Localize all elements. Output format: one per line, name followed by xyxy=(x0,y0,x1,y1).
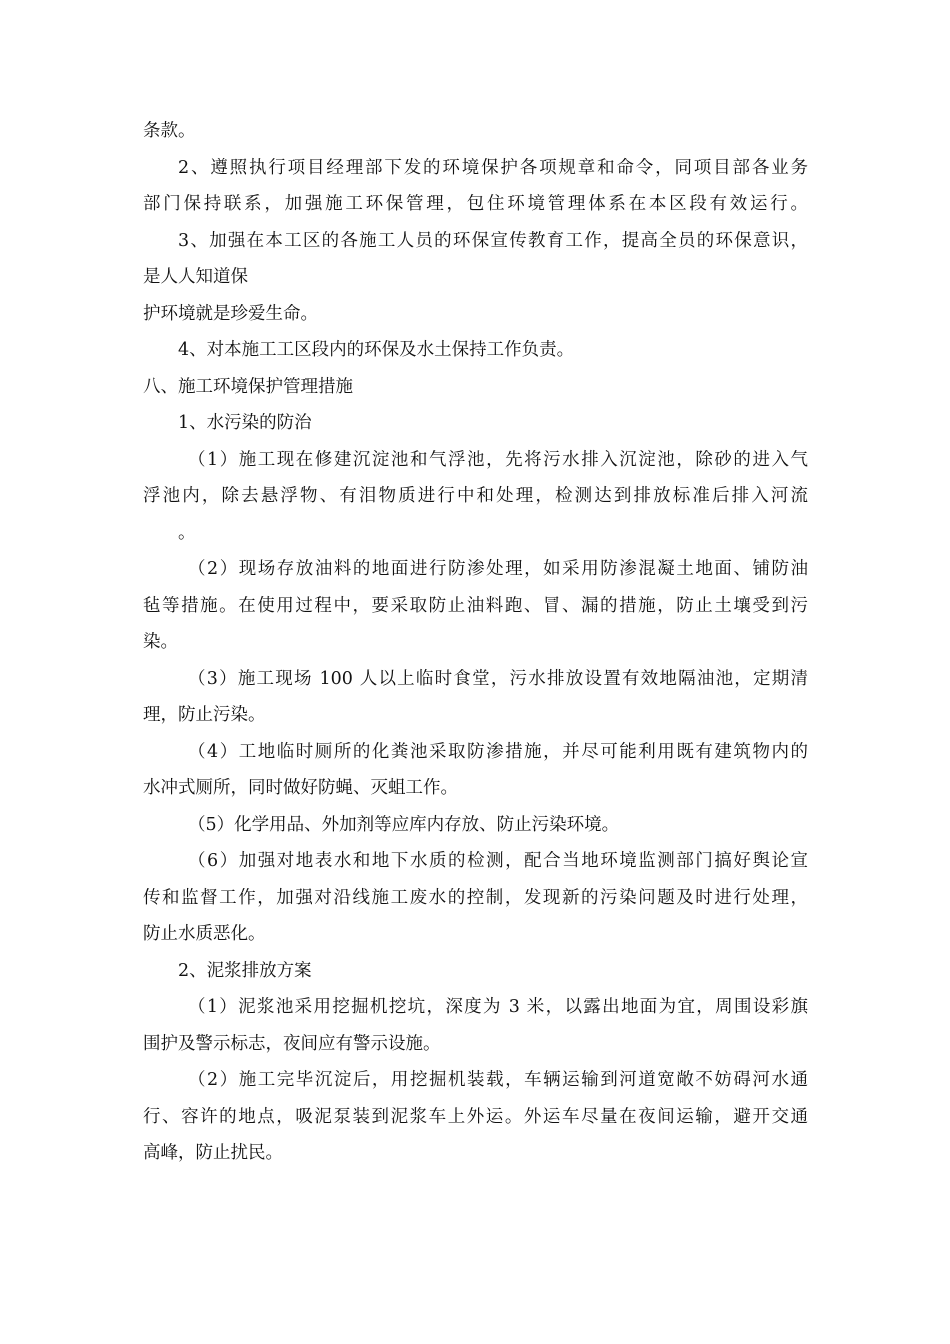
text-line: 4、对本施工工区段内的环保及水土保持工作负责。 xyxy=(178,340,575,360)
text-line: 传和监督工作，加强对沿线施工废水的控制，发现新的污染问题及时进行处理， xyxy=(143,887,808,908)
subsection-heading: 2、泥浆排放方案 xyxy=(178,960,312,981)
subsection-heading: 1、水污染的防治 xyxy=(178,413,312,433)
text-line: 染。 xyxy=(143,632,178,652)
text-line: （5）化学用品、外加剂等应库内存放、防止污染环境。 xyxy=(188,814,620,835)
text-line: 。 xyxy=(178,522,196,543)
text-line: 3、加强在本工区的各施工人员的环保宣传教育工作，提高全员的环保意识， xyxy=(178,230,808,251)
text-line: 护环境就是珍爱生命。 xyxy=(143,303,318,324)
section-heading: 八、施工环境保护管理措施 xyxy=(143,376,353,397)
text-line: （4）工地临时厕所的化粪池采取防渗措施，并尽可能利用既有建筑物内的 xyxy=(188,741,808,762)
text-line: 毡等措施。在使用过程中，要采取防止油料跑、冒、漏的措施，防止土壤受到污 xyxy=(143,595,808,616)
text-line: 理，防止污染。 xyxy=(143,705,266,725)
text-line: 2、遵照执行项目经理部下发的环境保护各项规章和命令，同项目部各业务 xyxy=(178,157,808,178)
text-line: 部门保持联系，加强施工环保管理，包住环境管理体系在本区段有效运行。 xyxy=(143,194,808,214)
text-line: 行、容许的地点，吸泥泵装到泥浆车上外运。外运车尽量在夜间运输，避开交通 xyxy=(143,1106,808,1127)
text-line: （1）泥浆池采用挖掘机挖坑，深度为 3 米，以露出地面为宜，周围设彩旗 xyxy=(188,997,808,1017)
text-line: 防止水质恶化。 xyxy=(143,924,266,944)
text-line: （3）施工现场 100 人以上临时食堂，污水排放设置有效地隔油池，定期清 xyxy=(188,668,808,689)
document-body xyxy=(143,113,808,1172)
text-line: （2）施工完毕沉淀后，用挖掘机装载，车辆运输到河道宽敞不妨碍河水通 xyxy=(188,1070,808,1090)
text-line: 是人人知道保 xyxy=(143,267,248,287)
text-line: 条款。 xyxy=(143,121,196,141)
text-line: （2）现场存放油料的地面进行防渗处理，如采用防渗混凝土地面、铺防油 xyxy=(188,559,808,579)
text-line: 浮池内，除去悬浮物、有泪物质进行中和处理，检测达到排放标准后排入河流 xyxy=(143,486,808,506)
text-line: 高峰，防止扰民。 xyxy=(143,1143,283,1163)
text-line: 水冲式厕所，同时做好防蝇、灭蛆工作。 xyxy=(143,778,458,798)
text-line: 围护及警示标志，夜间应有警示设施。 xyxy=(143,1033,441,1054)
text-line: （6）加强对地表水和地下水质的检测，配合当地环境监测部门搞好舆论宣 xyxy=(188,851,808,871)
text-line: （1）施工现在修建沉淀池和气浮池，先将污水排入沉淀池，除砂的进入气 xyxy=(188,449,808,470)
